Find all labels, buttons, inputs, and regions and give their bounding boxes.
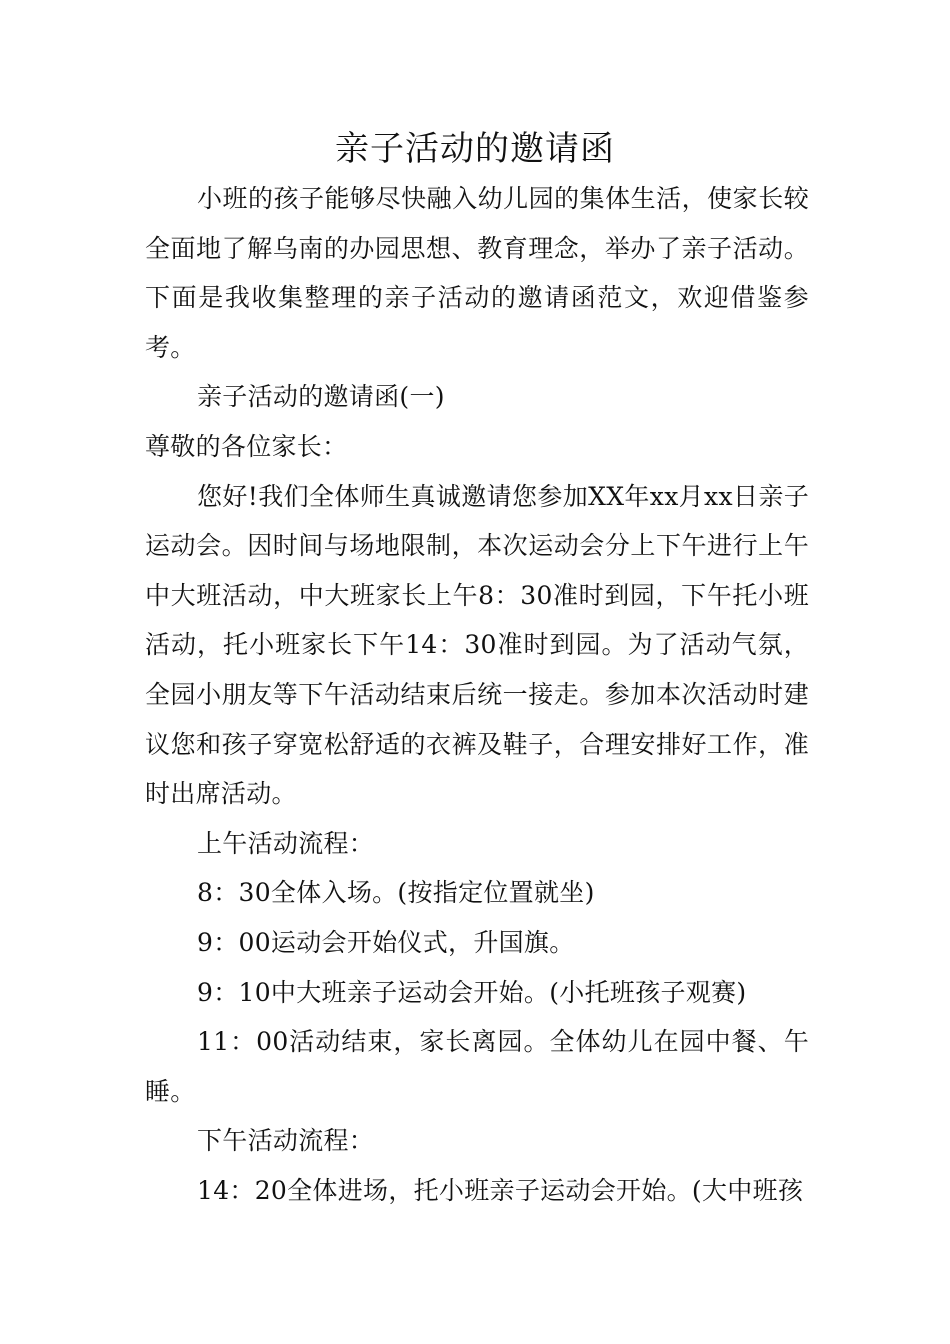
schedule-item: 9：00运动会开始仪式，升国旗。 <box>197 927 575 957</box>
salutation: 尊敬的各位家长： <box>145 431 348 461</box>
schedule-item: 11：00活动结束，家长离园。全体幼儿在园中餐、午睡。 <box>145 1027 809 1106</box>
morning-schedule-heading: 上午活动流程： <box>197 828 375 858</box>
schedule-item: 14：20全体进场，托小班亲子运动会开始。(大中班孩 <box>197 1175 804 1205</box>
invitation-paragraph: 您好!我们全体师生真诚邀请您参加XX年xx月xx日亲子运动会。因时间与场地限制，本次运动会分上下午进行上午中大班活动，中大班家长上午8：30准时到园，下午托小班活动，托小班家长下午14：30准时到园。为了活动气氛，全园小朋友等下午活动结束后统一接走。参加本次活动时建议您和孩子穿宽松舒适的衣裤及鞋子，合理安排好工作，准时出席活动。 <box>145 481 809 809</box>
afternoon-schedule-heading: 下午活动流程： <box>197 1126 375 1156</box>
section-heading: 亲子活动的邀请函(一) <box>197 382 445 412</box>
intro-paragraph: 小班的孩子能够尽快融入幼儿园的集体生活，使家长较全面地了解乌南的办园思想、教育理念，举办了亲子活动。下面是我收集整理的亲子活动的邀请函范文，欢迎借鉴参考。 <box>145 184 809 362</box>
schedule-item: 8：30全体入场。(按指定位置就坐) <box>197 878 595 908</box>
document-body <box>145 174 809 1215</box>
document-title: 亲子活动的邀请函 <box>335 129 615 169</box>
schedule-item: 9：10中大班亲子运动会开始。(小托班孩子观赛) <box>197 977 747 1007</box>
